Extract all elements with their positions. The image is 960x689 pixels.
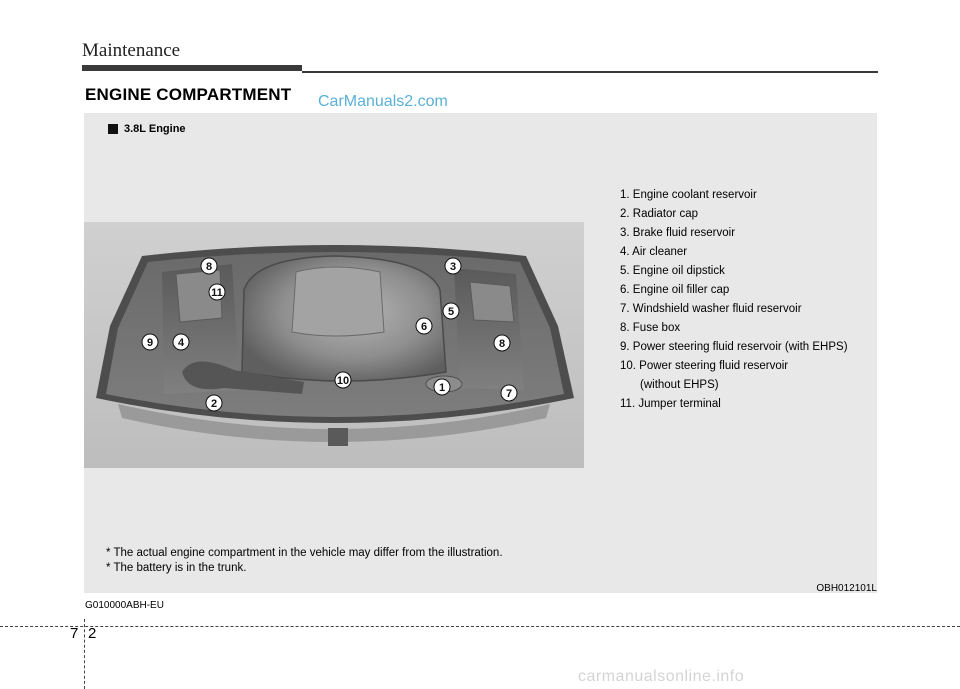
legend-item: 10. Power steering fluid reservoir	[620, 360, 789, 372]
figure-caption-text: 3.8L Engine	[124, 123, 186, 135]
svg-text:10: 10	[336, 375, 350, 387]
svg-text:8: 8	[205, 261, 213, 273]
page-number: 2	[88, 625, 97, 642]
figure-code: OBH012101L	[816, 583, 877, 594]
svg-text:2: 2	[210, 398, 218, 410]
callout-4	[173, 334, 189, 350]
engine-cover-center	[292, 267, 384, 336]
svg-text:7: 7	[505, 388, 513, 400]
note-line: * The actual engine compartment in the vehicle may differ from the illustration.	[106, 547, 503, 559]
callout-2	[206, 395, 222, 411]
page-heading: ENGINE COMPARTMENT	[85, 85, 292, 104]
figure-notes	[106, 546, 503, 576]
footer-divider	[84, 619, 85, 689]
legend-item-continuation: (without EHPS)	[640, 379, 719, 391]
section-title: Maintenance	[82, 40, 181, 61]
callout-10	[335, 372, 351, 388]
callout-9	[142, 334, 158, 350]
callout-8-right	[494, 335, 510, 351]
legend-item: 5. Engine oil dipstick	[620, 265, 725, 277]
watermark-bottom[interactable]: carmanualsonline.info	[578, 668, 745, 685]
header-bar	[82, 65, 302, 71]
legend-item: 7. Windshield washer fluid reservoir	[620, 303, 802, 315]
legend-item: 11. Jumper terminal	[620, 398, 721, 410]
callout-6	[416, 318, 432, 334]
caption-bullet-icon	[108, 124, 118, 134]
callout-7	[501, 385, 517, 401]
figure-caption	[108, 123, 186, 135]
document-code: G010000ABH-EU	[85, 600, 164, 611]
note-line: * The battery is in the trunk.	[106, 562, 247, 574]
header-rule	[302, 71, 878, 73]
chapter-number: 7	[70, 625, 79, 642]
svg-text:4: 4	[177, 337, 185, 349]
component-legend	[620, 186, 848, 414]
hood-latch	[328, 428, 348, 446]
svg-text:5: 5	[447, 306, 455, 318]
callout-3	[445, 258, 461, 274]
svg-text:3: 3	[449, 261, 457, 273]
legend-item: 9. Power steering fluid reservoir (with EHPS)	[620, 341, 848, 353]
callout-11	[209, 284, 225, 300]
svg-text:6: 6	[420, 321, 428, 333]
legend-item: 1. Engine coolant reservoir	[620, 189, 757, 201]
svg-text:8: 8	[498, 338, 506, 350]
footer-rule	[0, 626, 960, 627]
svg-text:9: 9	[146, 337, 154, 349]
legend-item: 6. Engine oil filler cap	[620, 284, 730, 296]
legend-item: 2. Radiator cap	[620, 208, 698, 220]
legend-item: 8. Fuse box	[620, 322, 681, 334]
svg-text:1: 1	[438, 382, 446, 394]
legend-item: 3. Brake fluid reservoir	[620, 227, 736, 239]
fuse-box-right	[470, 282, 514, 322]
callout-5	[443, 303, 459, 319]
callout-1	[434, 379, 450, 395]
legend-item: 4. Air cleaner	[620, 246, 688, 258]
engine-illustration	[84, 222, 584, 468]
callout-8-left	[201, 258, 217, 274]
watermark-top[interactable]: CarManuals2.com	[318, 93, 448, 110]
svg-text:11: 11	[211, 287, 223, 299]
